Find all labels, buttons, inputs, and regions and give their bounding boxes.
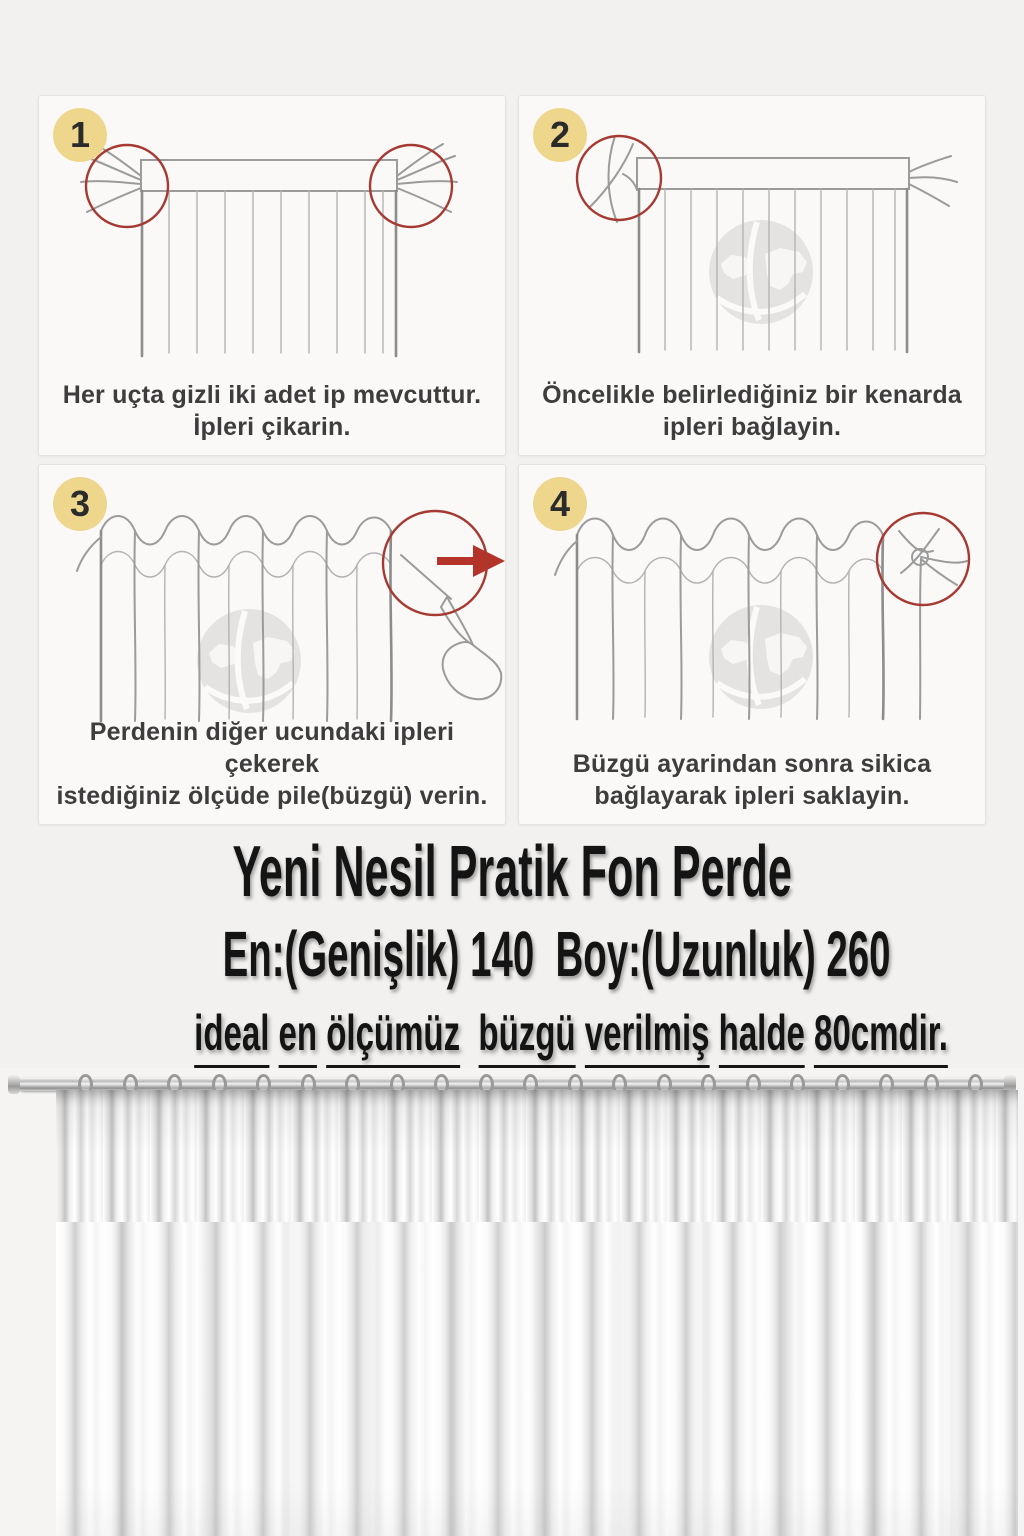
headline-block: [0, 832, 1024, 1061]
step-number: 2: [549, 114, 571, 155]
red-circle-highlight: [577, 136, 661, 220]
step-number-badge: [53, 108, 107, 162]
pull-direction-arrow-icon: [437, 545, 505, 577]
caption-line-2: bağlayarak ipleri saklayin.: [594, 782, 910, 810]
product-note: ideal en ölçümüz büzgü verilmiş halde 80cmdir.: [0, 1008, 1024, 1058]
steps-grid: [38, 95, 986, 825]
product-title: Yeni Nesil Pratik Fon Perde: [232, 832, 792, 912]
caption-line-2: istediğiniz ölçüde pile(büzgü) verin.: [56, 782, 488, 810]
caption-line-1: Her uçta gizli iki adet ip mevcuttur.: [62, 381, 482, 409]
step-caption: [527, 748, 977, 812]
step-caption: [47, 716, 497, 812]
caption-line-2: ipleri bağlayin.: [662, 413, 842, 441]
tied-knot-icon: [589, 136, 637, 222]
watermark-globe-icon: [197, 609, 301, 713]
flat-curtain-tied-corner-diagram: [519, 100, 987, 364]
step-panel-1: [38, 95, 506, 456]
step-panel-3: [38, 464, 506, 825]
flat-curtain-strings-diagram: [39, 100, 507, 364]
watermark-globe-icon: [709, 605, 813, 709]
step-number-badge: [533, 108, 587, 162]
tied-knot-icon: [899, 529, 967, 719]
step-number-badge: [533, 477, 587, 531]
curtain-fold-lines: [169, 191, 383, 353]
step-panel-2: [518, 95, 986, 456]
red-circle-highlight-left: [86, 145, 168, 227]
left-string-icon: [555, 541, 577, 575]
gathered-curtain-knot-diagram: [519, 469, 987, 733]
step-number-badge: [53, 477, 107, 531]
caption-line-1: Perdenin diğer ucundaki ipleri çekerek: [89, 718, 455, 778]
left-string-icon: [77, 537, 101, 571]
loose-strings-icon: [909, 156, 957, 206]
caption-line-1: Öncelikle belirlediğiniz bir kenarda: [542, 381, 962, 409]
step-caption: [527, 379, 977, 443]
red-circle-highlight-right: [370, 145, 452, 227]
curtain-fabric: [56, 1090, 1018, 1536]
gathered-curtain-pull-diagram: [39, 469, 507, 733]
red-circle-highlight: [877, 513, 969, 605]
caption-line-1: Büzgü ayarindan sonra sikica: [572, 750, 932, 778]
curtain-photo: [0, 1068, 1024, 1536]
watermark-globe-icon: [709, 220, 813, 324]
step-panel-4: [518, 464, 986, 825]
step-number: 3: [69, 483, 91, 524]
step-caption: [47, 379, 497, 443]
caption-line-2: İpleri çikarin.: [193, 413, 351, 441]
step-number: 4: [549, 483, 571, 524]
step-number: 1: [69, 114, 91, 155]
product-dimensions: En:(Genişlik) 140 Boy:(Uzunluk) 260: [222, 918, 891, 990]
